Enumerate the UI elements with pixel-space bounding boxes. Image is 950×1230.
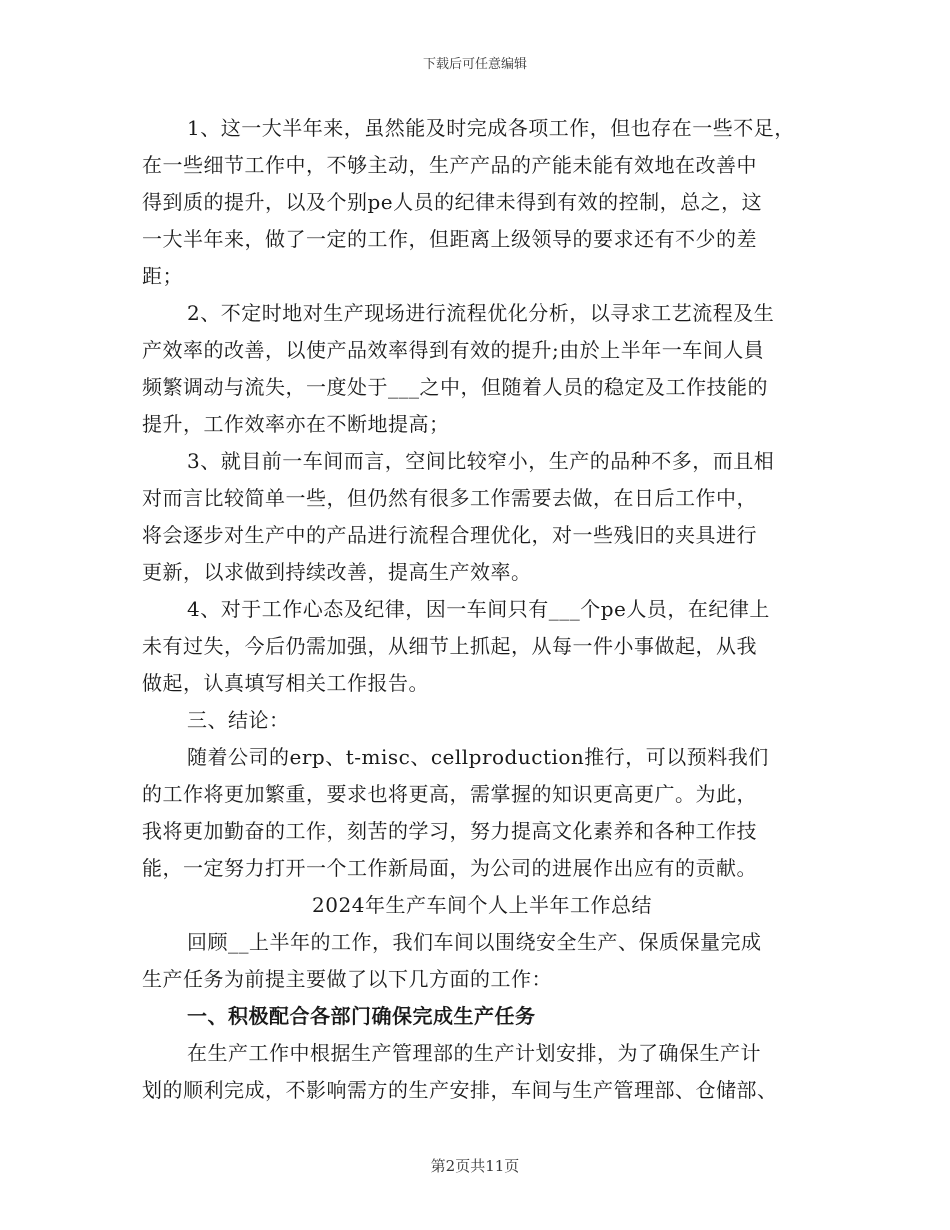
paragraph-line: 更新，以求做到持续改善，提高生产效率。 xyxy=(142,560,532,584)
paragraph-line: 在一些细节工作中，不够主动，生产产品的产能未能有效地在改善中 xyxy=(142,153,757,177)
paragraph-line: 3、就目前一车间而言，空间比较窄小，生产的品种不多，而且相 xyxy=(187,449,775,473)
paragraph-line: 划的顺利完成，不影响需方的生产安排，车间与生产管理部、仓储部、 xyxy=(142,1078,778,1102)
paragraph-line: 提升，工作效率亦在不断地提高； xyxy=(142,412,450,436)
paragraph-line: 对而言比较简单一些，但仍然有很多工作需要去做，在日后工作中， xyxy=(142,486,757,510)
paragraph-line: 将会逐步对生产中的产品进行流程合理优化，对一些残旧的夹具进行 xyxy=(142,523,757,547)
page-header: 下载后可任意编辑 xyxy=(422,57,527,72)
paragraph-line: 随着公司的erp、t-misc、cellproduction推行，可以预料我们 xyxy=(187,745,769,769)
section-heading: 一、积极配合各部门确保完成生产任务 xyxy=(187,1004,536,1028)
paragraph-line: 能，一定努力打开一个工作新局面，为公司的进展作出应有的贡献。 xyxy=(142,856,757,880)
paragraph-line: 1、这一大半年来，虽然能及时完成各项工作，但也存在一些不足， xyxy=(187,116,795,140)
paragraph-line: 我将更加勤奋的工作，刻苦的学习，努力提高文化素养和各种工作技 xyxy=(142,819,757,843)
paragraph-line: 在生产工作中根据生产管理部的生产计划安排，为了确保生产计 xyxy=(187,1041,761,1065)
page-number: 第2页共11页 xyxy=(430,1157,520,1175)
document-body xyxy=(142,110,822,1109)
paragraph-line: 产效率的改善，以使产品效率得到有效的提升;由於上半年一车间人員 xyxy=(142,338,765,362)
document-title: 2024年生产车间个人上半年工作总结 xyxy=(312,893,652,917)
paragraph-line: 频繁调动与流失，一度处于___之中，但随着人员的稳定及工作技能的 xyxy=(142,375,768,399)
paragraph-line: 2、不定时地对生产现场进行流程优化分析，以寻求工艺流程及生 xyxy=(187,301,775,325)
paragraph-line: 回顾__上半年的工作，我们车间以围绕安全生产、保质保量完成 xyxy=(187,930,762,954)
paragraph-line: 未有过失，今后仍需加强，从细节上抓起，从每一件小事做起，从我 xyxy=(142,634,757,658)
paragraph-line: 4、对于工作心态及纪律，因一车间只有___个pe人员，在纪律上 xyxy=(187,597,770,621)
paragraph-line: 得到质的提升，以及个别pe人员的纪律未得到有效的控制，总之，这 xyxy=(142,190,763,214)
paragraph-line: 做起，认真填写相关工作报告。 xyxy=(142,671,429,695)
paragraph-line: 生产任务为前提主要做了以下几方面的工作： xyxy=(142,967,552,991)
section-heading: 三、结论： xyxy=(187,708,290,732)
paragraph-line: 一大半年来，做了一定的工作，但距离上级领导的要求还有不少的差 xyxy=(142,227,757,251)
paragraph-line: 的工作将更加繁重，要求也将更高，需掌握的知识更高更广。为此， xyxy=(142,782,757,806)
paragraph-line: 距； xyxy=(142,264,183,288)
